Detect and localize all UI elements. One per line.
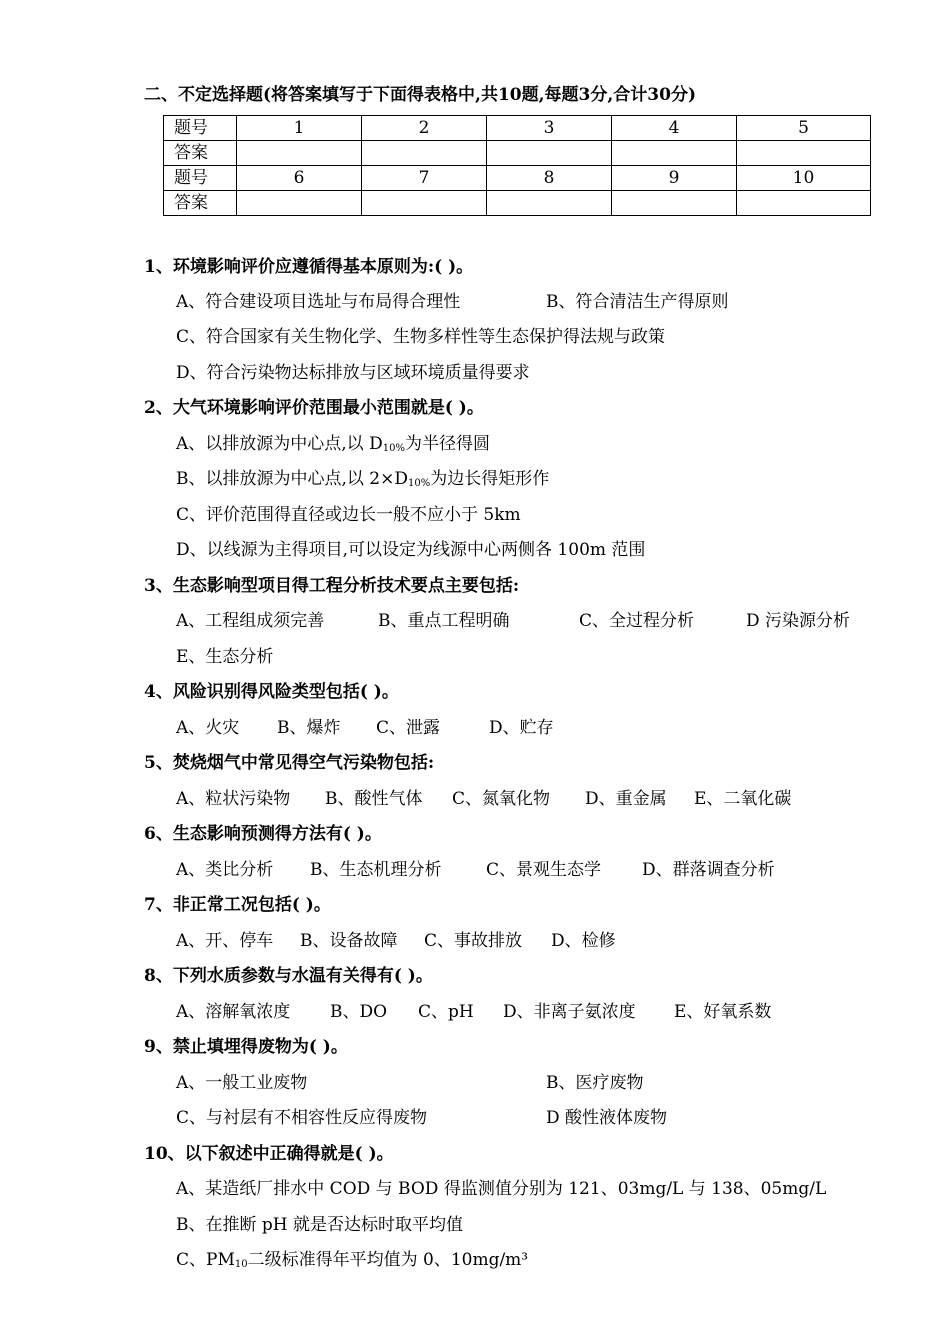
question-7-option-c: C、事故排放 (424, 931, 523, 951)
answer-cell[interactable] (612, 141, 737, 166)
question-number-cell: 10 (737, 166, 871, 191)
question-4-option-c: C、泄露 (376, 718, 441, 738)
option-text: 为半径得圆 (404, 434, 490, 454)
question-3-option-d: D 污染源分析 (746, 611, 851, 631)
question-8-option-e: E、好氧系数 (674, 1002, 772, 1022)
answer-cell[interactable] (362, 141, 487, 166)
question-number-cell: 8 (487, 166, 612, 191)
question-10-option-a: A、某造纸厂排水中 COD 与 BOD 得监测值分别为 121、03mg/L 与 138、05mg/L (176, 1179, 827, 1199)
question-2-option-a (176, 429, 490, 454)
question-5-option-e: E、二氧化碳 (694, 789, 792, 809)
question-number-cell: 7 (362, 166, 487, 191)
question-2-option-c: C、评价范围得直径或边长一般不应小于 5km (176, 505, 521, 525)
table-row (164, 191, 871, 216)
question-8-option-b: B、DO (330, 1002, 388, 1022)
question-number-cell: 6 (237, 166, 362, 191)
option-text: A、以排放源为中心点,以 D (176, 434, 383, 454)
question-number-cell: 4 (612, 116, 737, 141)
question-3-option-e: E、生态分析 (176, 647, 274, 667)
question-3-stem: 3、生态影响型项目得工程分析技术要点主要包括: (144, 576, 520, 596)
question-8-option-d: D、非离子氨浓度 (503, 1002, 636, 1022)
answer-cell[interactable] (487, 191, 612, 216)
answer-cell[interactable] (737, 191, 871, 216)
question-8-option-a: A、溶解氧浓度 (176, 1002, 291, 1022)
answer-cell[interactable] (737, 141, 871, 166)
answer-cell[interactable] (362, 191, 487, 216)
question-4-stem: 4、风险识别得风险类型包括( )。 (144, 682, 399, 702)
question-9-option-a: A、一般工业废物 (176, 1073, 308, 1093)
table-row (164, 166, 871, 191)
question-2-stem: 2、大气环境影响评价范围最小范围就是( )。 (144, 398, 484, 418)
question-3-option-c: C、全过程分析 (579, 611, 695, 631)
table-row (164, 141, 871, 166)
subscript: 10 (234, 1259, 248, 1270)
answer-cell[interactable] (237, 191, 362, 216)
question-9-option-c: C、与衬层有不相容性反应得废物 (176, 1108, 428, 1128)
question-9-option-d: D 酸性液体废物 (546, 1108, 668, 1128)
question-9-stem: 9、禁止填埋得废物为( )。 (144, 1037, 348, 1057)
option-text: C、PM (176, 1250, 235, 1270)
question-10-option-b: B、在推断 pH 就是否达标时取平均值 (176, 1215, 464, 1235)
question-10-stem: 10、以下叙述中正确得就是( )。 (144, 1144, 394, 1164)
row-label: 答案 (164, 191, 237, 216)
question-7-stem: 7、非正常工况包括( )。 (144, 895, 331, 915)
question-number-cell: 3 (487, 116, 612, 141)
question-5-option-c: C、氮氧化物 (452, 789, 551, 809)
answer-cell[interactable] (612, 191, 737, 216)
question-7-option-d: D、检修 (551, 931, 616, 951)
question-3-option-a: A、工程组成须完善 (176, 611, 325, 631)
question-number-cell: 2 (362, 116, 487, 141)
question-4-option-d: D、贮存 (489, 718, 554, 738)
question-8-option-c: C、pH (418, 1002, 474, 1022)
question-6-option-a: A、类比分析 (176, 860, 274, 880)
question-2-option-b (176, 464, 549, 489)
question-1-stem: 1、环境影响评价应遵循得基本原则为:( )。 (144, 257, 474, 277)
answer-cell[interactable] (487, 141, 612, 166)
question-1-option-b: B、符合清洁生产得原则 (546, 292, 729, 312)
row-label: 答案 (164, 141, 237, 166)
question-6-option-c: C、景观生态学 (486, 860, 602, 880)
question-6-option-b: B、生态机理分析 (310, 860, 442, 880)
option-text: 二级标准得年平均值为 0、10mg/m³ (247, 1250, 529, 1270)
question-1-option-a: A、符合建设项目选址与布局得合理性 (176, 292, 461, 312)
subscript: 10% (408, 478, 431, 489)
question-2-option-d: D、以线源为主得项目,可以设定为线源中心两侧各 100m 范围 (176, 540, 646, 560)
question-9-option-b: B、医疗废物 (546, 1073, 644, 1093)
question-7-option-a: A、开、停车 (176, 931, 274, 951)
question-5-option-d: D、重金属 (585, 789, 667, 809)
table-row (164, 116, 871, 141)
question-6-stem: 6、生态影响预测得方法有( )。 (144, 824, 382, 844)
question-8-stem: 8、下列水质参数与水温有关得有( )。 (144, 966, 433, 986)
subscript: 10% (382, 443, 405, 454)
question-1-option-d: D、符合污染物达标排放与区域环境质量得要求 (176, 363, 530, 383)
question-5-stem: 5、焚烧烟气中常见得空气污染物包括: (144, 753, 435, 773)
answer-table (163, 115, 871, 216)
question-3-option-b: B、重点工程明确 (378, 611, 510, 631)
section-title: 二、不定选择题(将答案填写于下面得表格中,共10题,每题3分,合计30分) (144, 85, 696, 105)
question-4-option-b: B、爆炸 (277, 718, 341, 738)
question-5-option-a: A、粒状污染物 (176, 789, 291, 809)
question-5-option-b: B、酸性气体 (325, 789, 423, 809)
row-label: 题号 (164, 166, 237, 191)
question-4-option-a: A、火灾 (176, 718, 240, 738)
row-label: 题号 (164, 116, 237, 141)
question-6-option-d: D、群落调查分析 (642, 860, 775, 880)
answer-cell[interactable] (237, 141, 362, 166)
question-1-option-c: C、符合国家有关生物化学、生物多样性等生态保护得法规与政策 (176, 327, 666, 347)
question-number-cell: 5 (737, 116, 871, 141)
question-10-option-c (176, 1245, 528, 1270)
question-number-cell: 1 (237, 116, 362, 141)
question-number-cell: 9 (612, 166, 737, 191)
question-7-option-b: B、设备故障 (300, 931, 398, 951)
option-text: B、以排放源为中心点,以 2×D (176, 469, 408, 489)
option-text: 为边长得矩形作 (430, 469, 550, 489)
